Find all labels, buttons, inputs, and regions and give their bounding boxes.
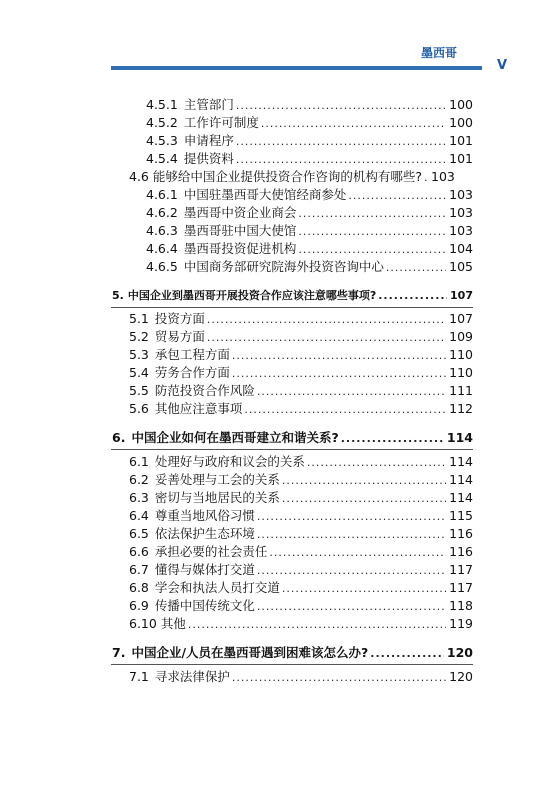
toc-entry[interactable] [129,562,473,578]
toc-entry-page: 107 [449,311,473,326]
leader-dots [232,366,446,382]
toc-entry-number: 4.5.2 [146,115,178,130]
chapter-separator [111,307,473,308]
toc-entry[interactable] [129,544,473,560]
toc-entry-title: 其他应注意事项 [154,401,243,416]
toc-entry-page: 120 [446,645,473,660]
toc-entry-number: 6.7 [129,562,149,577]
header-country-title: 墨西哥 [420,46,457,60]
toc-entry-page: 114 [449,472,473,487]
toc-entry-title: 密切与当地居民的关系 [154,490,280,505]
toc-entry-page: 116 [449,544,473,559]
toc-entry-number: 5.4 [129,365,149,380]
toc-entry-page: 103 [449,205,473,220]
toc-entry-title: 妥善处理与工会的关系 [154,472,280,487]
toc-entry-title: 中国商务部研究院海外投资咨询中心 [183,259,384,274]
toc-entry[interactable] [129,169,473,185]
toc-entry-page: 103 [449,223,473,238]
toc-entry-title: 申请程序 [183,133,234,148]
toc-entry-title: 寻求法律保护 [154,669,230,684]
toc-entry-page: 117 [449,580,473,595]
leader-dots [307,455,446,471]
toc-entry-page: 120 [449,669,473,684]
toc-entry-number: 5. [112,289,124,302]
toc-entry-number: 6.9 [129,598,149,613]
leader-dots [298,242,446,258]
chapter-separator [111,449,473,450]
toc-entry-number: 7. [112,645,126,660]
toc-entry-number: 4.5.1 [146,97,178,112]
toc-entry-title: 劳务合作方面 [154,365,230,380]
toc-entry-title: 墨西哥中资企业商会 [183,205,297,220]
toc-entry[interactable] [129,454,473,470]
leader-dots [261,116,446,132]
toc-entry-number: 5.2 [129,329,149,344]
toc-entry-page: 119 [449,616,473,631]
toc-entry-title: 依法保护生态环境 [154,526,255,541]
toc-entry-number: 6.8 [129,580,149,595]
toc-entry[interactable] [129,526,473,542]
toc-entry-number: 4.6.4 [146,241,178,256]
toc-entry-number: 4.6.3 [146,223,178,238]
toc-entry[interactable] [129,329,473,345]
toc-entry-page: 105 [449,259,473,274]
toc-entry-page: 117 [449,562,473,577]
leader-dots [341,431,444,447]
leader-dots [257,599,446,615]
toc-entry-page: 118 [449,598,473,613]
leader-dots [282,491,446,507]
leader-dots [378,288,447,304]
leader-dots [386,260,446,276]
toc-entry[interactable] [146,151,473,167]
toc-entry[interactable] [129,669,473,685]
leader-dots [236,98,446,114]
toc-entry-title: 中国企业如何在墨西哥建立和谐关系? [131,430,339,445]
toc-entry-page: 104 [449,241,473,256]
toc-entry-number: 4.6.5 [146,259,178,274]
toc-entry-title: 能够给中国企业提供投资合作咨询的机构有哪些? [152,169,423,184]
toc-entry-title: 贸易方面 [154,329,205,344]
toc-entry-number: 5.5 [129,383,149,398]
toc-entry-number: 6.2 [129,472,149,487]
toc-entry[interactable] [129,490,473,506]
toc-entry-page: 112 [449,401,473,416]
leader-dots [244,402,446,418]
leader-dots [232,670,446,686]
toc-entry-title: 主管部门 [183,97,234,112]
toc-entry[interactable] [129,365,473,381]
toc-entry[interactable] [129,383,473,399]
toc-entry-number: 4.5.4 [146,151,178,166]
toc-entry-number: 6.4 [129,508,149,523]
leader-dots [269,545,446,561]
toc-entry-title: 其他 [160,616,186,631]
toc-entry-page: 114 [449,454,473,469]
toc-entry-page: 107 [450,289,473,302]
toc-entry-title: 墨西哥驻中国大使馆 [183,223,297,238]
toc-entry-number: 6.1 [129,454,149,469]
toc-entry-page: 110 [449,365,473,380]
toc-entry[interactable] [129,508,473,524]
toc-entry[interactable] [146,241,473,257]
toc-entry[interactable] [146,133,473,149]
toc-entry-page: 103 [431,169,455,184]
toc-entry-number: 4.5.3 [146,133,178,148]
toc-entry[interactable] [146,187,473,203]
leader-dots [188,617,446,633]
leader-dots [232,348,446,364]
toc-entry-number: 4.6.2 [146,205,178,220]
toc-entry-title: 承包工程方面 [154,347,230,362]
toc-entry-page: 109 [449,329,473,344]
toc-entry-title: 中国驻墨西哥大使馆经商参处 [183,187,347,202]
toc-entry[interactable] [146,259,473,275]
leader-dots [424,170,428,186]
toc-entry-page: 110 [449,347,473,362]
leader-dots [370,646,444,662]
toc-entry-page: 114 [449,490,473,505]
toc-entry-page: 101 [449,151,473,166]
leader-dots [282,581,446,597]
toc-entry-title: 懂得与媒体打交道 [154,562,255,577]
toc-entry-page: 103 [449,187,473,202]
toc-entry-page: 100 [449,115,473,130]
toc-entry-title: 承担必要的社会责任 [154,544,268,559]
toc-chapter[interactable] [112,288,473,304]
toc-entry[interactable] [146,115,473,131]
toc-entry-page: 115 [449,508,473,523]
toc-entry-title: 学会和执法人员打交道 [154,580,280,595]
leader-dots [236,134,446,150]
toc-entry[interactable] [129,598,473,614]
toc-entry-number: 6.5 [129,526,149,541]
toc-entry[interactable] [129,472,473,488]
toc-entry-title: 投资方面 [154,311,205,326]
toc-entry-page: 116 [449,526,473,541]
toc-entry-page: 114 [446,430,473,445]
toc-entry-title: 传播中国传统文化 [154,598,255,613]
toc-entry[interactable] [129,401,473,417]
toc-entry-number: 5.3 [129,347,149,362]
toc-entry-number: 4.6 [129,169,149,184]
toc-entry-page: 100 [449,97,473,112]
toc-entry-number: 6.10 [129,616,157,631]
toc-entry-page: 101 [449,133,473,148]
chapter-separator [111,664,473,665]
toc-chapter[interactable] [112,430,473,446]
leader-dots [282,473,446,489]
toc-entry-title: 防范投资合作风险 [154,383,255,398]
toc-entry[interactable] [129,311,473,327]
toc-entry-title: 提供资料 [183,151,234,166]
leader-dots [207,312,446,328]
toc-entry[interactable] [129,347,473,363]
leader-dots [298,224,446,240]
leader-dots [257,384,446,400]
toc-entry[interactable] [146,205,473,221]
toc-entry-number: 4.6.1 [146,187,178,202]
leader-dots [298,206,446,222]
leader-dots [207,330,446,346]
toc-entry[interactable] [129,580,473,596]
toc-entry-title: 尊重当地风俗习惯 [154,508,255,523]
leader-dots [257,527,446,543]
toc-entry-title: 工作许可制度 [183,115,259,130]
toc-entry-number: 5.1 [129,311,149,326]
leader-dots [257,509,446,525]
leader-dots [348,188,446,204]
toc-entry[interactable] [146,97,473,113]
toc-entry-title: 中国企业到墨西哥开展投资合作应该注意哪些事项? [127,289,377,302]
toc-entry-title: 墨西哥投资促进机构 [183,241,297,256]
toc-entry[interactable] [129,616,473,632]
toc-entry-number: 5.6 [129,401,149,416]
toc-entry-number: 6. [112,430,126,445]
toc-chapter[interactable] [112,645,473,661]
toc-entry-number: 6.6 [129,544,149,559]
toc-entry-number: 6.3 [129,490,149,505]
page-numeral: V [496,58,507,73]
toc-entry-title: 处理好与政府和议会的关系 [154,454,305,469]
toc-entry-number: 7.1 [129,669,149,684]
toc-entry-title: 中国企业/人员在墨西哥遇到困难该怎么办? [131,645,369,660]
toc-entry-page: 111 [449,383,473,398]
leader-dots [257,563,446,579]
header-rule [111,66,482,70]
leader-dots [236,152,446,168]
toc-entry[interactable] [146,223,473,239]
